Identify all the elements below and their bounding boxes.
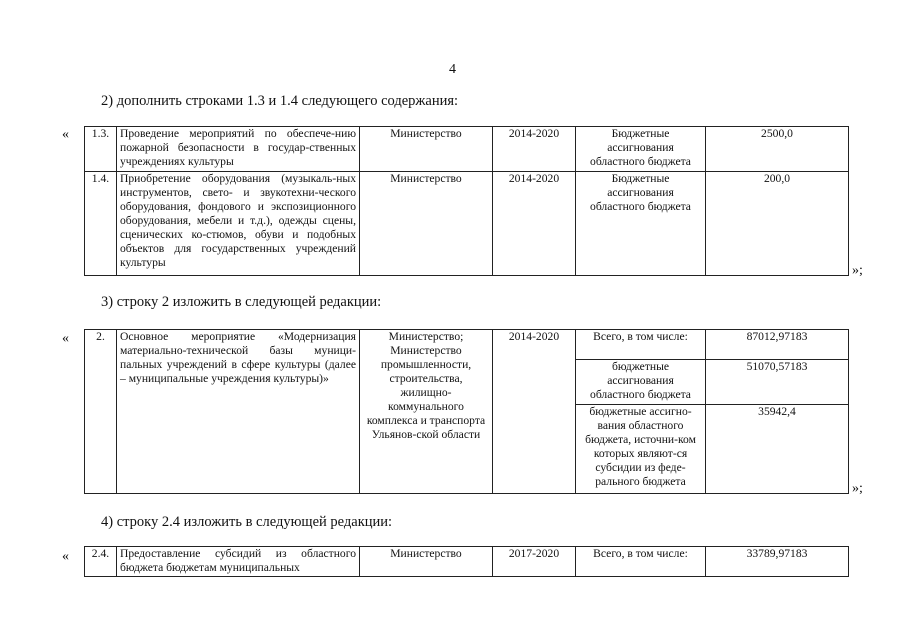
amount: 2500,0 xyxy=(706,127,849,172)
row-number: 2. xyxy=(85,330,117,494)
open-quote: « xyxy=(62,331,69,346)
section1-heading: 2) дополнить строками 1.3 и 1.4 следующего содержания: xyxy=(101,93,459,109)
page-number: 4 xyxy=(449,62,456,77)
section2-heading: 3) строку 2 изложить в следующей редакции: xyxy=(101,294,382,310)
period: 2014-2020 xyxy=(493,127,576,172)
activity-name: Предоставление субсидий из областного бюджета бюджетам муниципальных xyxy=(117,547,360,577)
row-number: 1.3. xyxy=(85,127,117,172)
amount: 51070,57183 xyxy=(706,360,849,405)
executor: Министерство xyxy=(360,172,493,276)
section3-heading: 4) строку 2.4 изложить в следующей редакции: xyxy=(101,514,393,530)
table-row xyxy=(85,547,849,577)
executor: Министерство xyxy=(360,127,493,172)
funding-source: Бюджетные ассигнования областного бюджета xyxy=(576,172,706,276)
activity-name: Основное мероприятие «Модернизация материально-технической базы муници-пальных учреждений в сфере культуры (далее – муниципальные учреждения культуры)» xyxy=(117,330,360,494)
activity-name: Приобретение оборудования (музыкаль-ных инструментов, свето- и звукотехни-ческого оборудования, фондового и экспозиционного оборудования, мебели и т.д.), одежды сцены, сценических ко-стюмов, обуви и подобных объектов для государственных учреждений культуры xyxy=(117,172,360,276)
funding-source: бюджетные ассигнования областного бюджета xyxy=(576,360,706,405)
table-row xyxy=(85,127,849,172)
table-section1 xyxy=(84,126,849,276)
close-quote: »; xyxy=(852,263,863,278)
close-quote: »; xyxy=(852,481,863,496)
funding-source: Всего, в том числе: xyxy=(576,330,706,360)
table-row xyxy=(85,330,849,360)
row-number: 2.4. xyxy=(85,547,117,577)
period: 2014-2020 xyxy=(493,330,576,494)
table-section3 xyxy=(84,546,849,577)
executor: Министерство; Министерство промышленности, строительства, жилищно-коммунального комплекса и транспорта Ульянов-ской области xyxy=(360,330,493,494)
executor: Министерство xyxy=(360,547,493,577)
period: 2014-2020 xyxy=(493,172,576,276)
funding-source: Бюджетные ассигнования областного бюджета xyxy=(576,127,706,172)
open-quote: « xyxy=(62,127,69,142)
open-quote: « xyxy=(62,549,69,564)
row-number: 1.4. xyxy=(85,172,117,276)
table-section2 xyxy=(84,329,849,494)
amount: 200,0 xyxy=(706,172,849,276)
amount: 35942,4 xyxy=(706,405,849,494)
period: 2017-2020 xyxy=(493,547,576,577)
activity-name: Проведение мероприятий по обеспече-нию пожарной безопасности в государ-ственных учреждениях культуры xyxy=(117,127,360,172)
table-row xyxy=(85,172,849,276)
amount: 33789,97183 xyxy=(706,547,849,577)
amount: 87012,97183 xyxy=(706,330,849,360)
funding-source: бюджетные ассигно-вания областного бюджета, источни-ком которых являют-ся субсидии из феде-рального бюджета xyxy=(576,405,706,494)
funding-source: Всего, в том числе: xyxy=(576,547,706,577)
